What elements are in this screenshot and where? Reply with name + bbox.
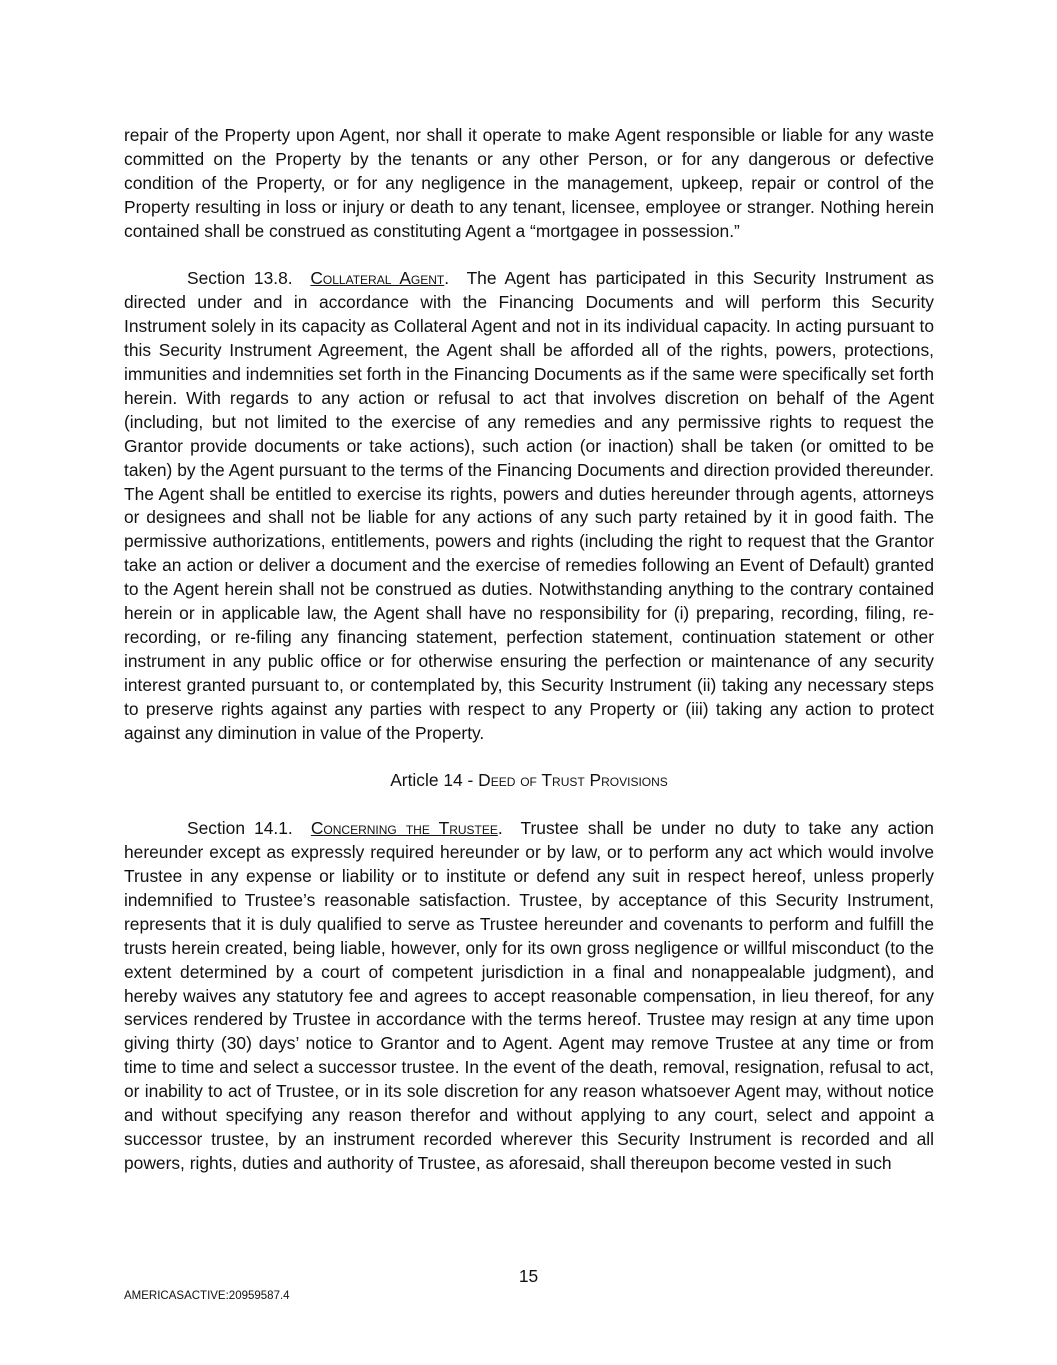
paragraph-continuation: repair of the Property upon Agent, nor shall it operate to make Agent responsible or liable for any waste committed on the Property by the tenants or any other Person, or for any dangerous or defective condition of the Property, or for any negligence in the management, upkeep, repair or control of the Property resulting in loss or injury or death to any tenant, licensee, employee or stranger. Nothing herein contained shall be construed as constituting Agent a “mortgagee in possession.” — [124, 125, 934, 241]
section-14-1-body: Trustee shall be under no duty to take any action hereunder except as expressly required hereunder or by law, or to perform any act which would involve Trustee in any expense or liability or to institute or defend any suit in respect hereof, unless properly indemnified to Trustee’s reasonable satisfaction. Trustee, by acceptance of this Security Instrument, represents that it is duly qualified to serve as Trustee hereunder and covenants to perform and fulfill the trusts herein created, being liable, however, only for its own gross negligence or willful misconduct (to the extent determined by a court of competent jurisdiction in a final and nonappealable judgment), and hereby waives any statutory fee and agrees to accept reasonable compensation, in lieu thereof, for any services rendered by Trustee in accordance with the terms hereof. Trustee may resign at any time upon giving thirty (30) days’ notice to Grantor and to Agent. Agent may remove Trustee at any time or from time to time and select a successor trustee. In the event of the death, removal, resignation, refusal to act, or inability to act of Trustee, or in its sole discretion for any reason whatsoever Agent may, without notice and without specifying any reason therefor and without applying to any court, select and appoint a successor trustee, by an instrument recorded wherever this Security Instrument is recorded and all powers, rights, duties and authority of Trustee, as aforesaid, shall thereupon become vested in such — [124, 818, 934, 1173]
section-14-1: Section 14.1. Concerning the Trustee. Trustee shall be under no duty to take any action hereunder except as expressly required hereunder or by law, or to perform any act which would involve Trustee in any expense or liability or to institute or defend any suit in respect hereof, unless properly indemnified to Trustee’s reasonable satisfaction. Trustee, by acceptance of this Security Instrument, represents that it is duly qualified to serve as Trustee hereunder and covenants to perform and fulfill the trusts herein created, being liable, however, only for its own gross negligence or willful misconduct (to the extent determined by a court of competent jurisdiction in a final and nonappealable judgment), and hereby waives any statutory fee and agrees to accept reasonable compensation, in lieu thereof, for any services rendered by Trustee in accordance with the terms hereof. Trustee may resign at any time upon giving thirty (30) days’ notice to Grantor and to Agent. Agent may remove Trustee at any time or from time to time and select a successor trustee. In the event of the death, removal, resignation, refusal to act, or inability to act of Trustee, or in its sole discretion for any reason whatsoever Agent may, without notice and without specifying any reason therefor and without applying to any court, select and appoint a successor trustee, by an instrument recorded wherever this Security Instrument is recorded and all powers, rights, duties and authority of Trustee, as aforesaid, shall thereupon become vested in such — [124, 818, 934, 1173]
article-14-title: Deed of Trust Provisions — [478, 770, 668, 791]
document-page — [124, 124, 934, 1176]
page-number: 15 — [518, 1266, 539, 1286]
section-14-1-heading: Concerning the Trustee — [310, 818, 498, 839]
section-13-8: Section 13.8. Collateral Agent. The Agent has participated in this Security Instrument as directed under and in accordance with the Financing Documents and will perform this Security Instrument solely in its capacity as Collateral Agent and not in its individual capacity. In acting pursuant to this Security Instrument Agreement, the Agent shall be afforded all of the rights, powers, protections, immunities and indemnities set forth in the Financing Documents as if the same were specifically set forth herein. With regards to any action or refusal to act that involves discretion on behalf of the Agent (including, but not limited to the exercise of any remedies and any permissive rights to request the Grantor provide documents or take actions), such action (or inaction) shall be taken (or omitted to be taken) by the Agent pursuant to the terms of the Financing Documents and direction provided thereunder. The Agent shall be entitled to exercise its rights, powers and duties hereunder through agents, attorneys or designees and shall not be liable for any actions of any such party retained by it in good faith. The permissive authorizations, entitlements, powers and rights (including the right to request that the Grantor take an action or deliver a document and the exercise of remedies following an Event of Default) granted to the Agent herein shall not be construed as duties. Notwithstanding anything to the contrary contained herein or in applicable law, the Agent shall have no responsibility for (i) preparing, recording, filing, re-recording, or re-filing any financing statement, perfection statement, continuation statement or other instrument in any public office or for otherwise ensuring the perfection or maintenance of any security interest granted pursuant to, or contemplated by, this Security Instrument (ii) taking any necessary steps to preserve rights against any parties with respect to any Property or (iii) taking any action to protect against any diminution in value of the Property. — [124, 268, 934, 743]
document-id: AMERICASACTIVE:20959587.4 — [124, 1290, 290, 1302]
paragraph-gap — [124, 244, 934, 268]
paragraph-gap — [124, 746, 934, 770]
article-14-heading — [124, 769, 934, 793]
paragraph-gap — [124, 793, 934, 817]
article-14-number: Article 14 - — [390, 770, 474, 791]
section-13-8-number: Section 13.8. — [187, 268, 293, 289]
section-14-1-number: Section 14.1. — [187, 818, 293, 839]
section-13-8-heading: Collateral Agent — [310, 268, 445, 289]
section-13-8-body: The Agent has participated in this Security Instrument as directed under and in accordance with the Financing Documents and will perform this Security Instrument solely in its capacity as Collateral Agent and not in its individual capacity. In acting pursuant to this Security Instrument Agreement, the Agent shall be afforded all of the rights, powers, protections, immunities and indemnities set forth in the Financing Documents as if the same were specifically set forth herein. With regards to any action or refusal to act that involves discretion on behalf of the Agent (including, but not limited to the exercise of any remedies and any permissive rights to request the Grantor provide documents or take actions), such action (or inaction) shall be taken (or omitted to be taken) by the Agent pursuant to the terms of the Financing Documents and direction provided thereunder. The Agent shall be entitled to exercise its rights, powers and duties hereunder through agents, attorneys or designees and shall not be liable for any actions of any such party retained by it in good faith. The permissive authorizations, entitlements, powers and rights (including the right to request that the Grantor take an action or deliver a document and the exercise of remedies following an Event of Default) granted to the Agent herein shall not be construed as duties. Notwithstanding anything to the contrary contained herein or in applicable law, the Agent shall have no responsibility for (i) preparing, recording, filing, re-recording, or re-filing any financing statement, perfection statement, continuation statement or other instrument in any public office or for otherwise ensuring the perfection or maintenance of any security interest granted pursuant to, or contemplated by, this Security Instrument (ii) taking any necessary steps to preserve rights against any parties with respect to any Property or (iii) taking any action to protect against any diminution in value of the Property. — [124, 268, 934, 743]
